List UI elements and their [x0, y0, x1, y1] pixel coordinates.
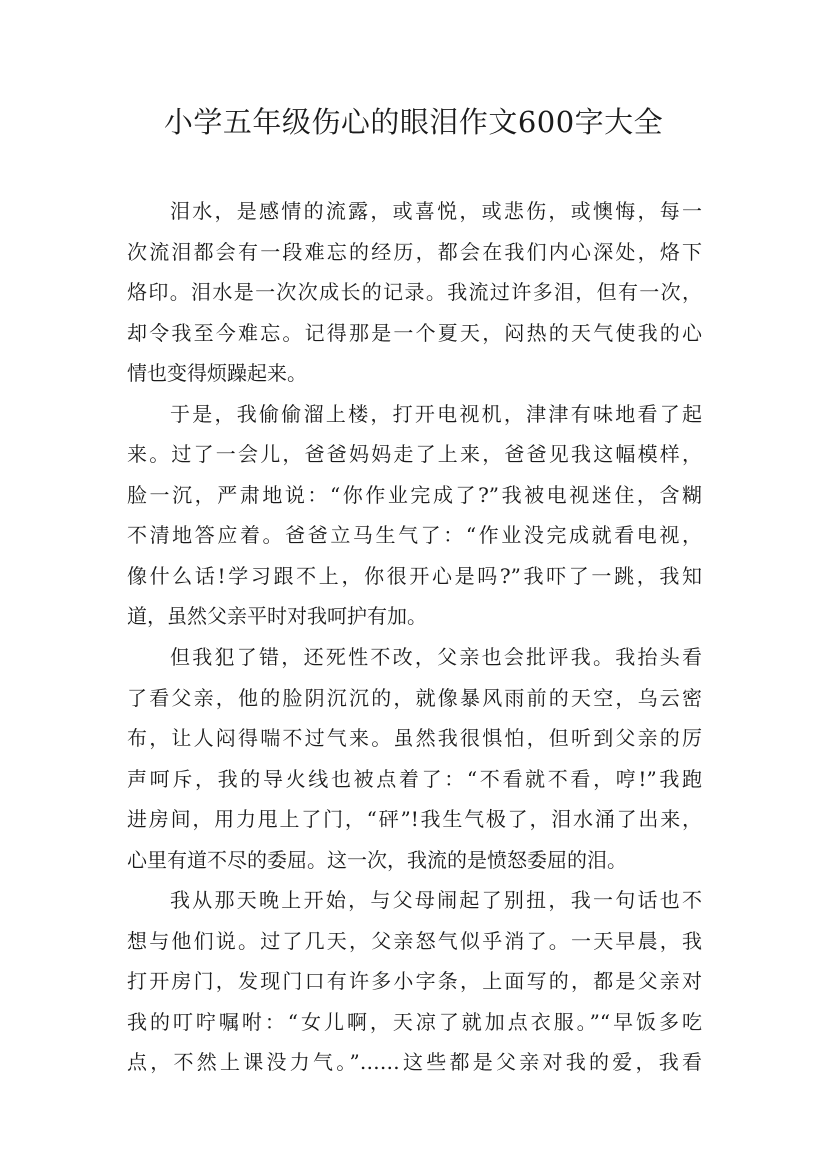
paragraph-1-line-1: 泪水，是感情的流露，或喜悦，或悲伤，或懊悔，每一 [170, 199, 702, 223]
paragraph-1-line-4: 却令我至今难忘。记得那是一个夏天，闷热的天气使我的心 [127, 320, 702, 345]
paragraph-2-line-2: 来。过了一会儿，爸爸妈妈走了上来，爸爸见我这幅模样， [127, 442, 702, 467]
document-title: 小学五年级伤心的眼泪作文600字大全 [163, 105, 664, 139]
paragraph-2-line-3: 脸一沉，严肃地说：“你作业完成了?”我被电视迷住，含糊 [127, 482, 702, 507]
paragraph-1-line-5: 情也变得烦躁起来。 [127, 361, 307, 386]
document-body [127, 191, 702, 1083]
paragraph-2-line-6: 道，虽然父亲平时对我呵护有加。 [127, 604, 427, 629]
paragraph-3-line-2: 了看父亲，他的脸阴沉沉的，就像暴风雨前的天空，乌云密 [127, 685, 702, 710]
paragraph-4-line-1: 我从那天晚上开始，与父母闹起了别扭，我一句话也不 [170, 888, 702, 913]
paragraph-2-line-4: 不清地答应着。爸爸立马生气了：“作业没完成就看电视， [127, 523, 702, 548]
paragraph-4-line-4: 我的叮咛嘱咐：“女儿啊，天凉了就加点衣服。”“早饭多吃 [127, 1009, 702, 1034]
paragraph-2-line-5: 像什么话!学习跟不上，你很开心是吗?”我吓了一跳，我知 [127, 563, 702, 588]
paragraph-3-line-5: 进房间，用力甩上了门，“砰”!我生气极了，泪水涌了出来， [127, 807, 702, 832]
paragraph-2-line-1: 于是，我偷偷溜上楼，打开电视机，津津有味地看了起 [170, 401, 702, 426]
paragraph-4-line-5: 点，不然上课没力气。”……这些都是父亲对我的爱，我看 [127, 1050, 702, 1075]
paragraph-3-line-3: 布，让人闷得喘不过气来。虽然我很惧怕，但听到父亲的厉 [127, 726, 702, 751]
paragraph-3-line-6: 心里有道不尽的委屈。这一次，我流的是愤怒委屈的泪。 [127, 847, 627, 872]
paragraph-1-line-3: 烙印。泪水是一次次成长的记录。我流过许多泪，但有一次， [127, 280, 702, 305]
paragraph-1-line-2: 次流泪都会有一段难忘的经历，都会在我们内心深处，烙下 [127, 239, 702, 264]
paragraph-4-line-3: 打开房门，发现门口有许多小字条，上面写的，都是父亲对 [127, 969, 702, 994]
paragraph-4-line-2: 想与他们说。过了几天，父亲怒气似乎消了。一天早晨，我 [127, 928, 702, 953]
paragraph-3-line-1: 但我犯了错，还死性不改，父亲也会批评我。我抬头看 [170, 645, 702, 670]
paragraph-3-line-4: 声呵斥，我的导火线也被点着了：“不看就不看，哼!”我跑 [127, 766, 702, 791]
